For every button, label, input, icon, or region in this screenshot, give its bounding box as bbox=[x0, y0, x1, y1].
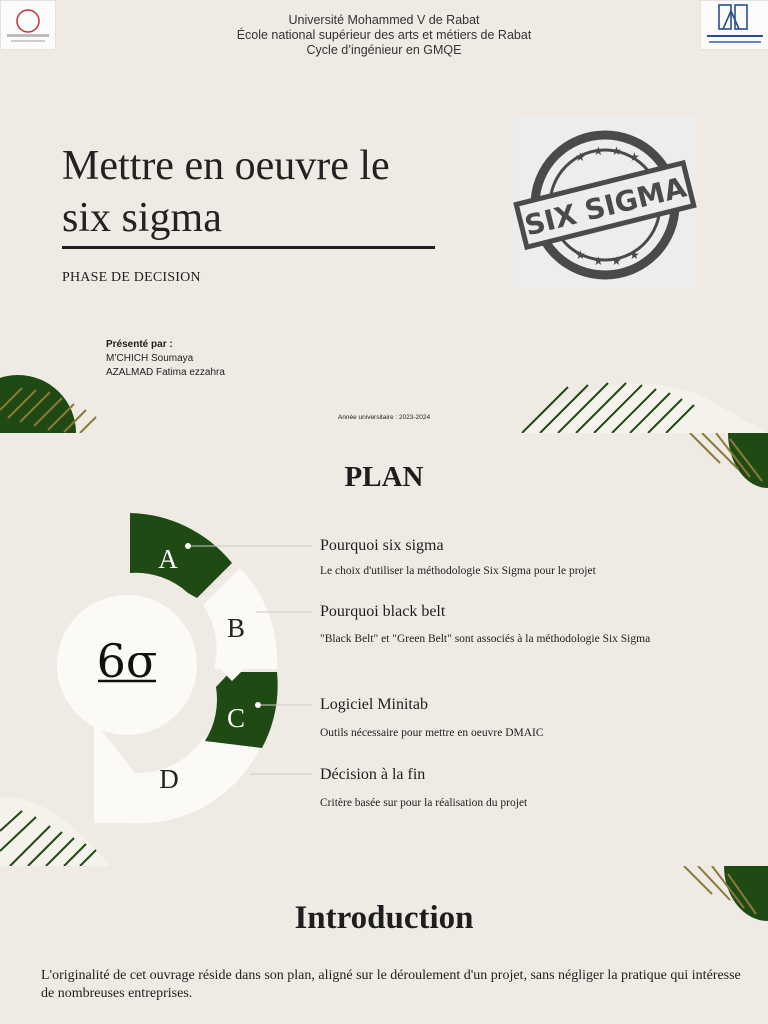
svg-text:★: ★ bbox=[629, 150, 640, 164]
green-semicircle-left bbox=[0, 375, 76, 433]
school-name: École national supérieur des arts et métiers de Rabat bbox=[236, 28, 532, 42]
plan-item-b-desc: "Black Belt" et "Green Belt" sont associés à la méthodologie Six Sigma bbox=[320, 633, 651, 645]
title-line-1: Mettre en oeuvre le bbox=[62, 143, 390, 189]
plan-item-d-desc: Critère basée sur pour la réalisation du projet bbox=[320, 797, 528, 809]
program-name: Cycle d’ingénieur en GMQE bbox=[306, 43, 462, 57]
six-sigma-stamp-image bbox=[513, 117, 697, 288]
academic-year: Année universitaire : 2023-2024 bbox=[337, 414, 431, 421]
title-line-2: six sigma bbox=[62, 195, 222, 241]
introduction-text: L'originalité de cet ouvrage réside dans son plan, aligné sur le déroulement d'un projet, sans négliger la pratique qui intéresse de nombreuses entreprises. bbox=[41, 968, 741, 1001]
cover-slide bbox=[0, 0, 768, 433]
subtitle: PHASE DE DECISION bbox=[62, 270, 201, 285]
stamp-text: SIX SIGMA bbox=[521, 170, 690, 243]
plan-slide bbox=[0, 433, 768, 866]
stripes-left bbox=[0, 388, 96, 433]
plan-title: PLAN bbox=[344, 461, 424, 493]
stamp-graphic bbox=[513, 117, 697, 288]
svg-text:★: ★ bbox=[593, 144, 604, 158]
svg-text:★: ★ bbox=[611, 144, 622, 158]
introduction-slide bbox=[0, 866, 768, 1024]
six-sigma-symbol: 6σ bbox=[96, 634, 158, 688]
svg-text:★: ★ bbox=[593, 254, 604, 268]
connector-dot-c bbox=[255, 702, 261, 708]
letter-b: B bbox=[226, 613, 246, 643]
svg-text:★: ★ bbox=[629, 248, 640, 262]
segment-a bbox=[130, 513, 232, 598]
light-arc-right bbox=[520, 384, 768, 433]
stripes-right bbox=[522, 383, 694, 433]
presenters-block bbox=[106, 338, 225, 380]
introduction-title: Introduction bbox=[294, 900, 474, 936]
university-header bbox=[0, 13, 768, 58]
presenter-2: AZALMAD Fatima ezzahra bbox=[106, 367, 225, 378]
plan-item-c-desc: Outils nécessaire pour mettre en oeuvre DMAIC bbox=[320, 727, 544, 739]
presenter-1: M’CHICH Soumaya bbox=[106, 353, 194, 364]
presented-label: Présenté par : bbox=[106, 339, 173, 350]
title-underline bbox=[62, 246, 435, 249]
plan-item-a-title: Pourquoi six sigma bbox=[320, 537, 444, 554]
university-name: Université Mohammed V de Rabat bbox=[288, 13, 480, 27]
svg-text:★: ★ bbox=[611, 254, 622, 268]
letter-d: D bbox=[159, 764, 179, 794]
plan-diagram bbox=[57, 513, 312, 823]
page-title bbox=[62, 140, 442, 244]
letter-a: A bbox=[158, 544, 178, 574]
svg-text:★: ★ bbox=[575, 248, 586, 262]
plan-item-a-desc: Le choix d'utiliser la méthodologie Six Sigma pour le projet bbox=[320, 565, 596, 577]
plan-item-b-title: Pourquoi black belt bbox=[320, 603, 446, 620]
connector-dot-a bbox=[185, 543, 191, 549]
plan-item-d-title: Décision à la fin bbox=[320, 766, 426, 783]
svg-text:★: ★ bbox=[575, 150, 586, 164]
letter-c: C bbox=[226, 703, 246, 733]
plan-item-c-title: Logiciel Minitab bbox=[320, 696, 428, 713]
